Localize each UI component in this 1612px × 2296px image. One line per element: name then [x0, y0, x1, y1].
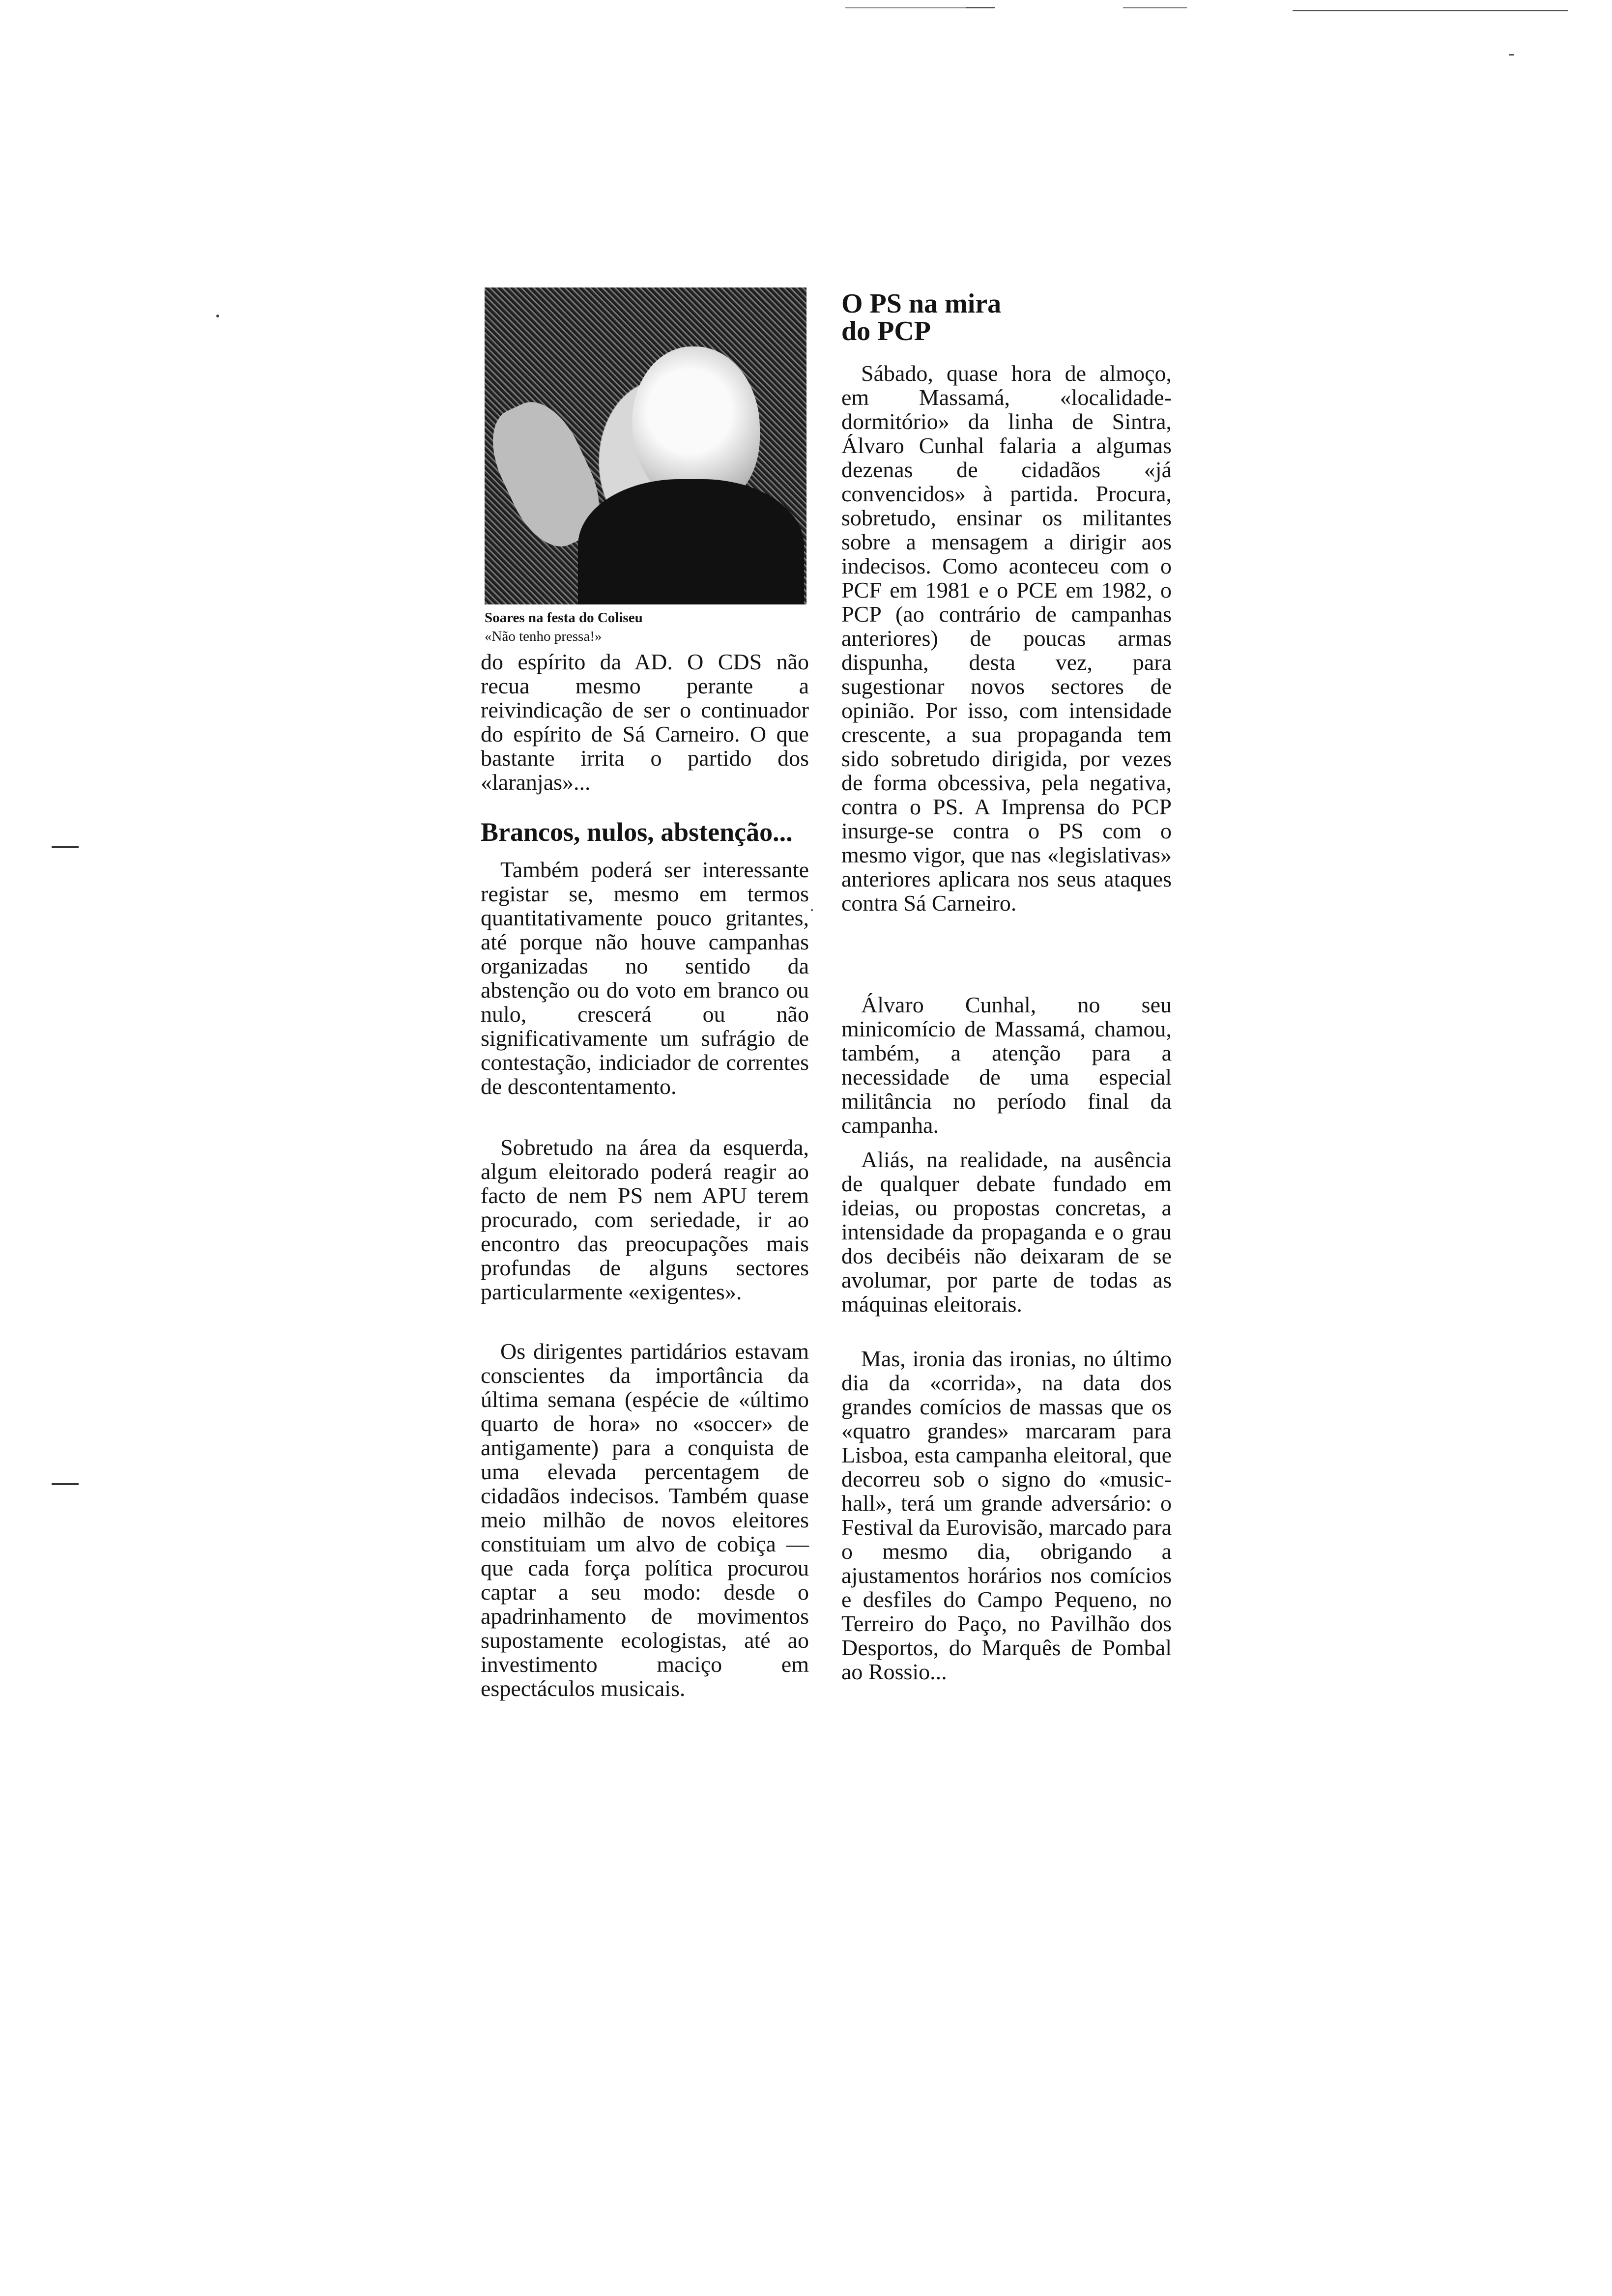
left-subheading: Brancos, nulos, abstenção...	[481, 817, 793, 847]
left-paragraph-2: Também poderá ser interessante registar se, mesmo em termos quantitativamente pouco gritantes, até porque não houve campanhas organizadas no sentido da abstenção ou do voto em branco ou nulo, crescerá ou não significativamente um sufrágio de contestação, indiciador de correntes de descontentamento.	[481, 857, 809, 1099]
right-paragraph-3: Aliás, na realidade, na ausência de qualquer debate fundado em ideias, ou propostas concretas, a intensidade da propaganda e o grau dos decibéis não deixaram de se avolumar, por parte de todas as máquinas eleitorais.	[841, 1147, 1172, 1317]
soares-photo	[485, 287, 806, 604]
caption-quote: «Não tenho pressa!»	[485, 629, 602, 644]
scan-mark	[811, 909, 813, 911]
scan-mark	[216, 315, 219, 317]
left-paragraph-1: do espírito da AD. O CDS não recua mesmo perante a reivindicação de ser o continuador do espírito de Sá Carneiro. O que bastante irrita o partido dos «laranjas»...	[481, 649, 809, 795]
right-paragraph-4: Mas, ironia das ironias, no último dia da «corrida», na data dos grandes comícios de massas que os «quatro grandes» marcaram para Lisboa, esta campanha eleitoral, que decorreu sob o signo do «music-hall», terá um grande adversário: o Festival da Eurovisão, marcado para o mesmo dia, obrigando a ajustamentos horários nos comícios e desfiles do Campo Pequeno, no Terreiro do Paço, no Pavilhão dos Desportos, do Marquês de Pombal ao Rossio...	[841, 1346, 1172, 1684]
scan-mark	[966, 7, 995, 8]
article-title	[841, 290, 1001, 345]
photo-caption	[485, 608, 806, 646]
scan-mark	[1293, 10, 1568, 11]
scan-mark	[52, 1483, 79, 1485]
right-paragraph-2: Álvaro Cunhal, no seu minicomício de Massamá, chamou, também, a atenção para a necessidade de uma especial militância no período final da campanha.	[841, 992, 1172, 1138]
scan-mark	[1509, 54, 1514, 56]
left-paragraph-3: Sobretudo na área da esquerda, algum eleitorado poderá reagir ao facto de nem PS nem APU terem procurado, com seriedade, ir ao encontro das preocupações mais profundas de alguns sectores particularmente «exigentes».	[481, 1135, 809, 1304]
caption-title: Soares na festa do Coliseu	[485, 610, 643, 626]
left-paragraph-4: Os dirigentes partidários estavam conscientes da importância da última semana (espécie de «último quarto de hora» no «soccer» de antigamente) para a conquista de uma elevada percentagem de cidadãos indecisos. Também quase meio milhão de novos eleitores constituiam um alvo de cobiça — que cada força política procurou captar a seu modo: desde o apadrinhamento de movimentos supostamente ecologistas, até ao investimento maciço em espectáculos musicais.	[481, 1339, 809, 1701]
title-line-1: O PS na mira	[841, 288, 1002, 319]
right-paragraph-1: Sábado, quase hora de almoço, em Massamá, «localidade-dormitório» da linha de Sintra, Álvaro Cunhal falaria a algumas dezenas de cidadãos «já convencidos» à partida. Procura, sobretudo, ensinar os militantes sobre a mensagem a dirigir aos indecisos. Como aconteceu com o PCF em 1981 e o PCE em 1982, o PCP (ao contrário de campanhas anteriores) de poucas armas dispunha, desta vez, para sugestionar novos sectores de opinião. Por isso, com intensidade crescente, a sua propaganda tem sido sobretudo dirigida, por vezes de forma obcessiva, pela negativa, contra o PS. A Imprensa do PCP insurge-se contra o PS com o mesmo vigor, que nas «legislativas» anteriores aplicara nos seus ataques contra Sá Carneiro.	[841, 361, 1172, 916]
title-line-2: do PCP	[841, 316, 931, 346]
scan-mark	[52, 846, 79, 848]
scan-mark	[1123, 7, 1187, 8]
